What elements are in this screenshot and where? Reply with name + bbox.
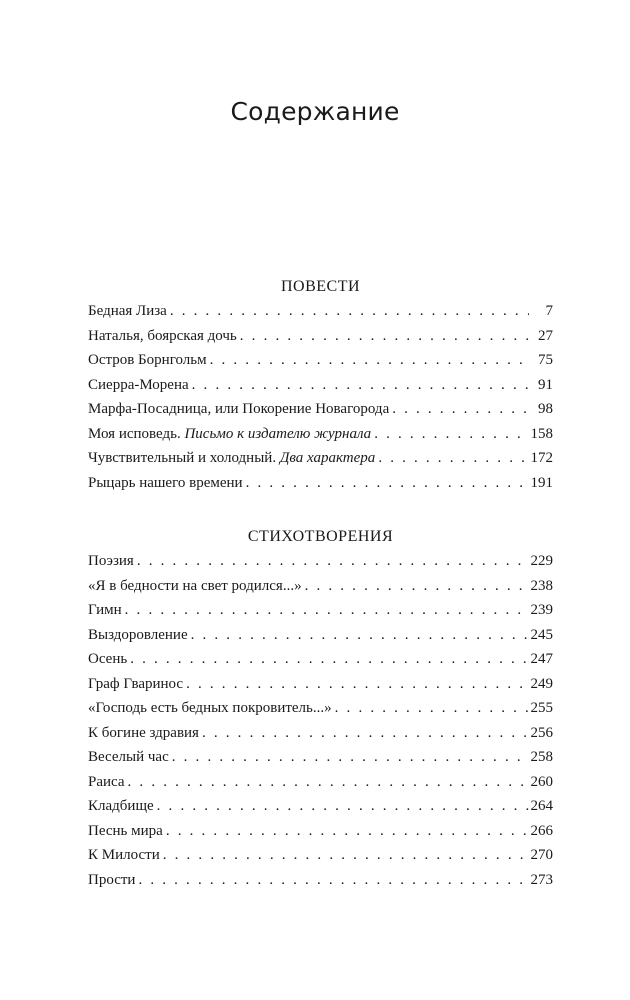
toc-entry-main-title: «Я в бедности на свет родился...» — [88, 577, 302, 594]
toc-entry-main-title: К богине здравия — [88, 724, 199, 741]
toc-entry-title — [88, 348, 207, 373]
dot-leader — [125, 770, 529, 795]
toc-entry-main-title: Поэзия — [88, 553, 134, 569]
toc-entry — [88, 794, 553, 819]
toc-entry-title — [88, 373, 189, 398]
toc-entry-main-title: Граф Гваринос — [88, 675, 184, 692]
toc-entry-main-title: Чувствительный и холодный. — [88, 450, 277, 466]
toc-entry-main-title: Бедная Лиза — [88, 303, 167, 319]
toc-entry-main-title: К Милости — [88, 847, 160, 863]
toc-entry — [88, 770, 553, 795]
toc-entry-page-number: 245 — [530, 626, 553, 643]
toc-entry-main-title: Песнь мира — [88, 822, 163, 839]
toc-entry-main-title: Моя исповедь. — [88, 425, 181, 442]
toc-entry-main-title: Кладбище — [88, 798, 154, 814]
toc-entry — [88, 598, 553, 623]
dot-leader — [163, 819, 529, 844]
toc-entry-title — [88, 623, 188, 648]
toc-entry-title — [88, 422, 371, 447]
dot-leader — [207, 348, 529, 373]
toc-entry-main-title: Рыцарь нашего времени — [88, 474, 243, 491]
toc-entry — [88, 647, 553, 672]
toc-entry — [88, 299, 553, 324]
toc-entry-main-title: Сиерра-Морена — [88, 376, 189, 393]
toc-entry-main-title: «Господь есть бедных покровитель...» — [88, 700, 332, 716]
toc-entry-page-number: 249 — [530, 675, 553, 692]
toc-entry-main-title: Марфа-Посадница, или Покорение Новагорода — [88, 401, 390, 417]
dot-leader — [243, 471, 529, 496]
toc-entry-page-number: 27 — [538, 327, 553, 344]
toc-entry-page-number: 75 — [538, 352, 553, 368]
toc-entry-title — [88, 647, 127, 672]
toc-entry — [88, 574, 553, 599]
toc-entry-page-number: 91 — [538, 376, 553, 393]
toc-entry-title — [88, 770, 125, 795]
dot-leader — [127, 647, 529, 672]
toc-entry — [88, 348, 553, 373]
toc-entry-main-title: Наталья, боярская дочь — [88, 327, 237, 344]
dot-leader — [371, 422, 529, 447]
toc-entry-title — [88, 672, 183, 697]
toc-entry-title — [88, 868, 135, 893]
dot-leader — [188, 623, 529, 648]
toc-entry-page-number: 266 — [530, 822, 553, 839]
toc-entries — [88, 549, 553, 892]
toc-entry-page-number: 258 — [530, 749, 553, 765]
dot-leader — [122, 598, 529, 623]
dot-leader — [135, 868, 529, 893]
toc-entry-main-title: Веселый час — [88, 749, 169, 765]
dot-leader — [167, 299, 529, 324]
toc-entry-title — [88, 696, 332, 721]
toc-entry — [88, 868, 553, 893]
toc-entry-title — [88, 745, 169, 770]
toc-entry-title — [88, 598, 122, 623]
toc-entries — [88, 299, 553, 495]
section-heading: ПОВЕСТИ — [280, 278, 361, 295]
dot-leader — [134, 549, 529, 574]
toc-entry-page-number: 238 — [530, 577, 553, 594]
toc-entry-page-number: 158 — [530, 425, 553, 442]
toc-section-povesti — [88, 275, 553, 495]
dot-leader — [389, 397, 529, 422]
toc-entry-page-number: 273 — [530, 871, 553, 888]
dot-leader — [183, 672, 529, 697]
toc-entry-title — [88, 819, 163, 844]
toc-entry — [88, 843, 553, 868]
dot-leader — [189, 373, 529, 398]
toc-section-poems — [88, 525, 553, 892]
toc-entry-page-number: 264 — [530, 798, 553, 814]
toc-entry — [88, 422, 553, 447]
toc-entry-title — [88, 843, 160, 868]
toc-entry-page-number: 255 — [530, 700, 553, 716]
toc-entry — [88, 397, 553, 422]
toc-entry-title — [88, 299, 167, 324]
toc-entry-page-number: 191 — [530, 474, 553, 491]
toc-entry-page-number: 229 — [530, 553, 553, 569]
toc-entry-title — [88, 794, 154, 819]
toc-entry — [88, 696, 553, 721]
toc-entry — [88, 549, 553, 574]
toc-entry-subtitle: Письмо к издателю журнала — [184, 425, 372, 442]
toc-entry-title — [88, 549, 134, 574]
toc-entry — [88, 721, 553, 746]
toc-entry — [88, 324, 553, 349]
dot-leader — [169, 745, 529, 770]
toc-entry-main-title: Прости — [88, 871, 136, 888]
toc-entry-title — [88, 397, 389, 422]
toc-entry-title — [88, 324, 237, 349]
section-heading: СТИХОТВОРЕНИЯ — [247, 528, 394, 545]
toc-entry-main-title: Осень — [88, 651, 128, 667]
dot-leader — [302, 574, 529, 599]
toc-entry — [88, 373, 553, 398]
toc-entry-page-number: 98 — [538, 401, 553, 417]
page-title: Содержание — [230, 97, 400, 126]
toc-entry-title — [88, 721, 199, 746]
dot-leader — [375, 446, 529, 471]
toc-entry-page-number: 256 — [530, 724, 553, 741]
toc-entry-page-number: 247 — [530, 651, 553, 667]
toc-entry-page-number: 239 — [530, 602, 553, 618]
toc-entry — [88, 672, 553, 697]
dot-leader — [237, 324, 529, 349]
toc-entry — [88, 446, 553, 471]
dot-leader — [199, 721, 529, 746]
toc-entry-main-title: Гимн — [88, 602, 122, 618]
toc-entry-main-title: Раиса — [88, 773, 125, 790]
dot-leader — [332, 696, 529, 721]
toc-entry-main-title: Выздоровление — [88, 626, 188, 643]
toc-entry-title — [88, 574, 302, 599]
toc-entry-title — [88, 471, 243, 496]
toc-entry-main-title: Остров Борнгольм — [88, 352, 207, 368]
toc-entry-subtitle: Два характера — [279, 450, 376, 466]
toc-entry — [88, 745, 553, 770]
dot-leader — [154, 794, 529, 819]
toc-entry-page-number: 270 — [530, 847, 553, 863]
toc-entry-page-number: 172 — [530, 450, 553, 466]
toc-entry-title — [88, 446, 375, 471]
toc-entry — [88, 471, 553, 496]
toc-entry-page-number: 260 — [530, 773, 553, 790]
dot-leader — [160, 843, 529, 868]
toc-entry — [88, 623, 553, 648]
toc-entry — [88, 819, 553, 844]
toc-entry-page-number: 7 — [545, 303, 553, 319]
